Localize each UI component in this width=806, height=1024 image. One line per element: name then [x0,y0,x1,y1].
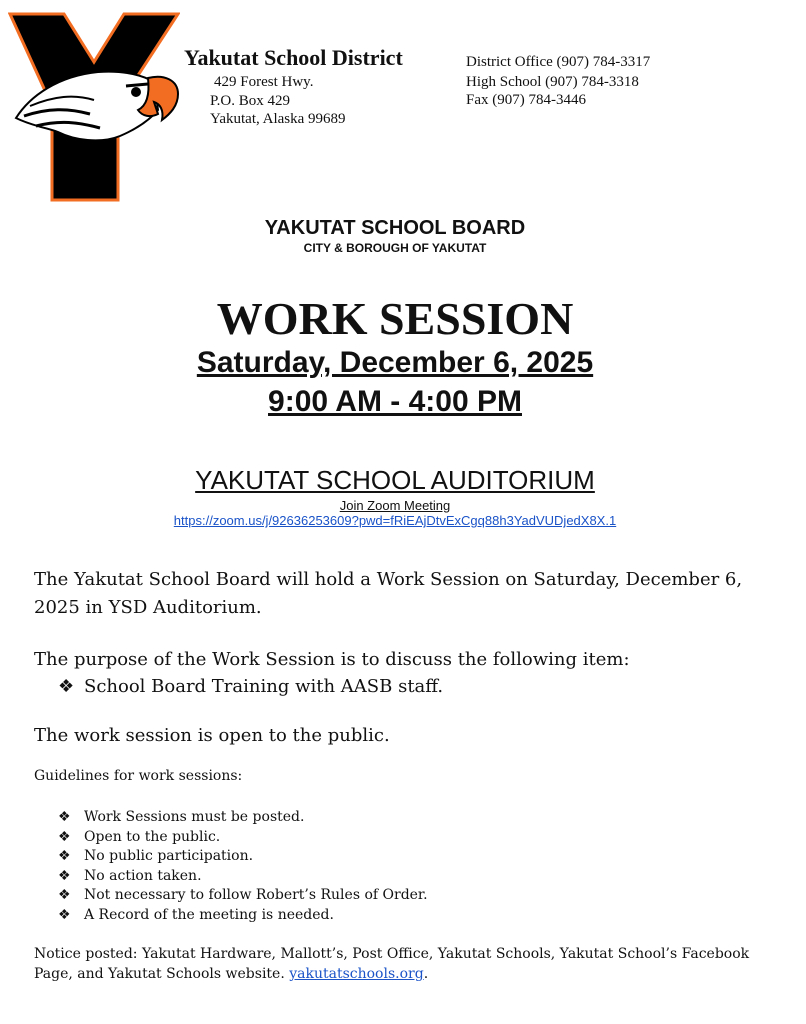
zoom-link[interactable]: https://zoom.us/j/92636253609?pwd=fRiEAjDtvExCgq88h3YadVUDjedX8X.1 [173,513,617,528]
purpose-statement: The purpose of the Work Session is to discuss the following item: [34,649,630,670]
notice-suffix: . [423,966,429,982]
zoom-label: Join Zoom Meeting [339,498,451,513]
guideline-item: ❖ Open to the public. [58,828,428,848]
contact-district-office: District Office (907) 784-3317 [466,54,651,70]
guideline-item: ❖ No public participation. [58,847,428,867]
guideline-item: ❖ A Record of the meeting is needed. [58,906,428,926]
event-time: 9:00 AM - 4:00 PM [268,385,522,418]
event-date: Saturday, December 6, 2025 [196,346,594,379]
eagle-y-logo [8,10,180,206]
address-line-3: Yakutat, Alaska 99689 [210,111,346,127]
purpose-item: ❖ School Board Training with AASB staff. [58,676,443,697]
work-session-heading: WORK SESSION [216,293,574,344]
intro-paragraph: The Yakutat School Board will hold a Work Session on Saturday, December 6, 2025 in YSD Auditorium. [34,569,743,618]
board-subtitle: CITY & BOROUGH OF YAKUTAT [303,241,487,255]
contact-high-school: High School (907) 784-3318 [466,74,639,90]
guideline-item: ❖ No action taken. [58,867,428,887]
guideline-item: ❖ Not necessary to follow Robert’s Rules of Order. [58,886,428,906]
purpose-list [58,676,443,697]
contact-fax: Fax (907) 784-3446 [466,92,586,108]
event-location: YAKUTAT SCHOOL AUDITORIUM [195,465,595,495]
guideline-item: ❖ Work Sessions must be posted. [58,808,428,828]
website-link[interactable]: yakutatschools.org [289,966,424,982]
guidelines-list [58,808,428,926]
district-name: Yakutat School District [184,45,403,70]
board-title: YAKUTAT SCHOOL BOARD [264,217,526,239]
notice-paragraph [34,944,774,984]
notice-text: Notice posted: Yakutat Hardware, Mallott’s, Post Office, Yakutat Schools, Yakutat School’s Facebook Page, and Yakutat Schools website. [34,946,750,982]
public-statement: The work session is open to the public. [34,725,390,746]
guidelines-title: Guidelines for work sessions: [34,768,243,784]
address-line-1: 429 Forest Hwy. [214,74,314,90]
address-line-2: P.O. Box 429 [210,93,291,109]
